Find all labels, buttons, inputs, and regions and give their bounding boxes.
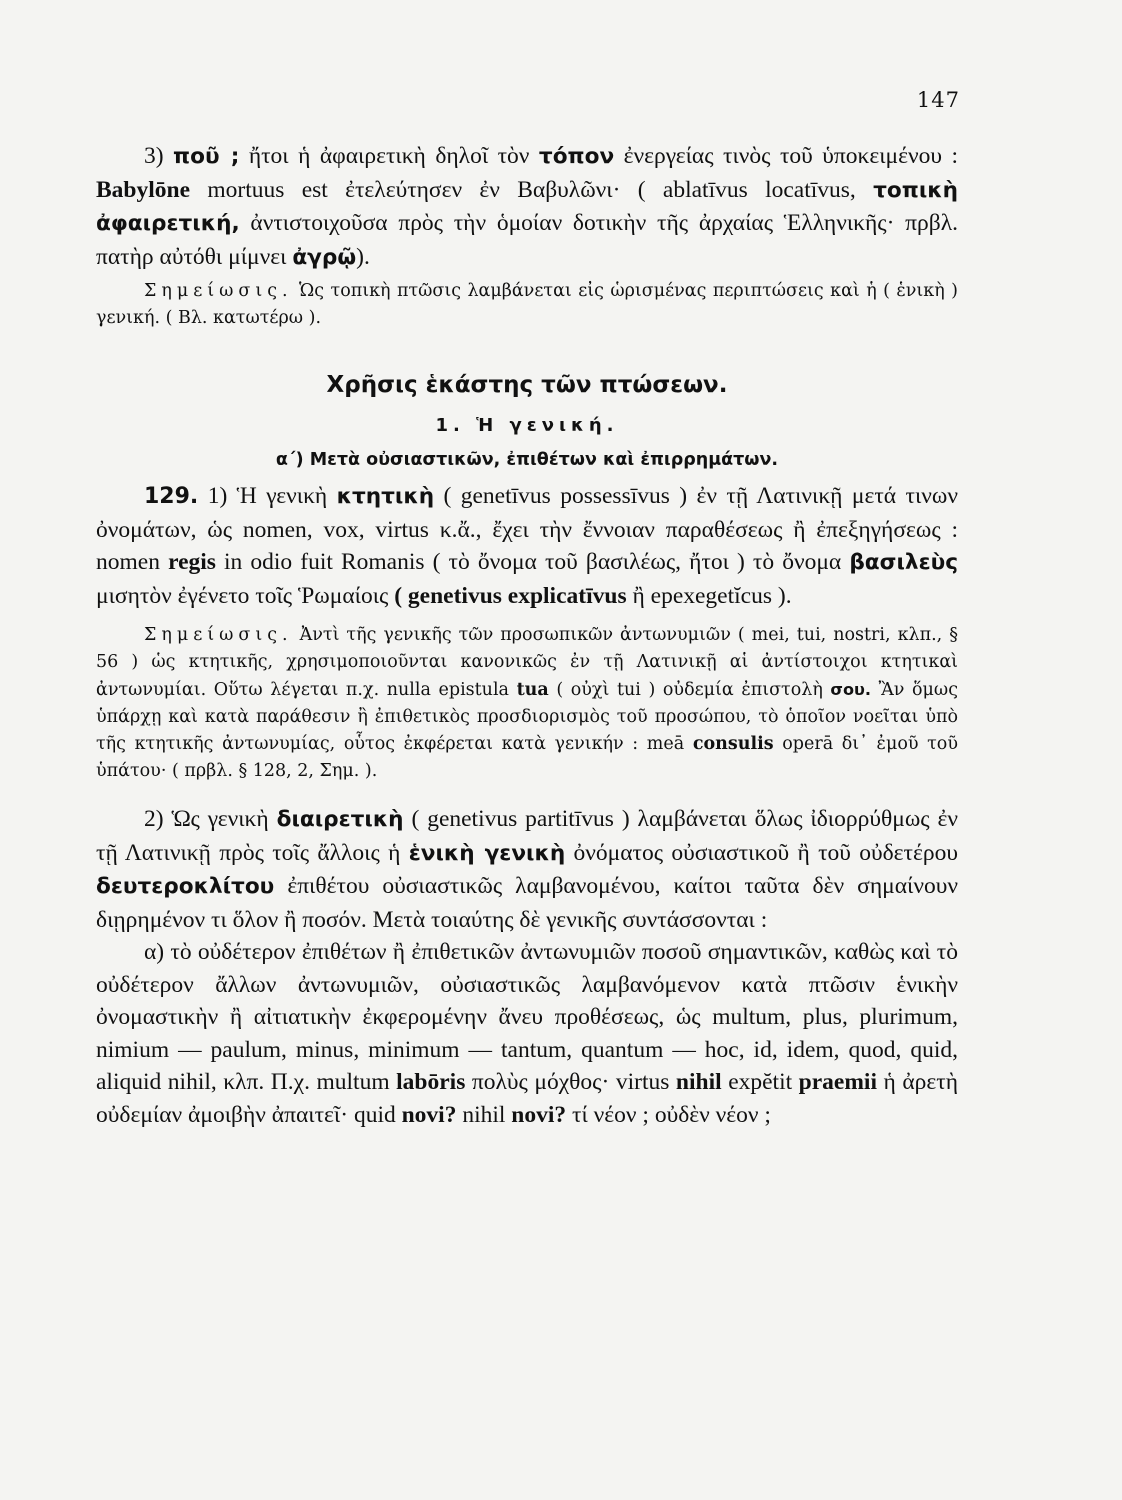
subsubsection-heading: α΄) Μετὰ οὐσιαστικῶν, ἐπιθέτων καὶ ἐπιρρημάτων.: [275, 450, 779, 470]
paragraph-129: 129. 1) Ἡ γενικὴ κτητικὴ ( genetīvus possessīvus ) ἐν τῇ Λατινικῇ μετά τινων ὀνομάτων, ὡς nomen, vox, virtus κ.ἄ., ἔχει τὴν ἔννοιαν παραθέσεως ἢ ἐπεξηγήσεως : nomen regis in odio fuit Romanis ( τὸ ὄνομα τοῦ βασιλέως, ἤτοι ) τὸ ὄνομα βασιλεὺς μισητὸν ἐγένετο τοῖς Ῥωμαίοις ( genetivus explicatīvus ἢ epexegetĭcus ).: [96, 483, 959, 609]
note-topiki: Σημείωσις. Ὡς τοπικὴ πτῶσις λαμβάνεται εἰς ὡρισμένας περιπτώσεις καὶ ἡ ( ἑνικὴ ) γενική. ( Βλ. κατωτέρω ).: [96, 281, 958, 328]
section-heading: Χρῆσις ἑκάστης τῶν πτώσεων.: [326, 372, 728, 398]
subsection-heading: 1. Ἡ γενική.: [435, 415, 619, 436]
paragraph-a: α) τὸ οὐδέτερον ἐπιθέτων ἢ ἐπιθετικῶν ἀντωνυμιῶν ποσοῦ σημαντικῶν, καθὼς καὶ τὸ οὐδέτερον ἄλλων ἀντωνυμιῶν, οὐσιαστικῶς λαμβανόμενον κατὰ πτῶσιν ἑνικὴν ὀνομαστικὴν ἢ αἰτιατικὴν ἐκφερομένην ἄνευ προθέσεως, ὡς multum, plus, plurimum, nimium — paulum, minus, minimum — tantum, quantum — hoc, id, idem, quod, quid, aliquid nihil, κλπ. Π.χ. multum labōris πολὺς μόχθος· virtus nihil expĕtit praemii ἡ ἀρετὴ οὐδεμίαν ἀμοιβὴν ἀπαιτεῖ· quid novi? nihil novi? τί νέον ; οὐδὲν νέον ;: [96, 939, 958, 1128]
paragraph-3: 3) ποῦ ; ἤτοι ἡ ἀφαιρετικὴ δηλοῖ τὸν τόπον ἐνεργείας τινὸς τοῦ ὑποκειμένου : Babylōne mortuus est ἐτελεύτησεν ἐν Βαβυλῶνι· ( ablatīvus locatīvus, τοπικὴ ἀφαιρετική, ἀντιστοιχοῦσα πρὸς τὴν ὁμοίαν δοτικὴν τῆς ἀρχαίας Ἑλληνικῆς· πρβλ. πατὴρ αὐτόθι μίμνει ἀγρῷ).: [96, 143, 958, 270]
paragraph-2-diairetiki: 2) Ὡς γενικὴ διαιρετικὴ ( genetivus partitīvus ) λαμβάνεται ὅλως ἰδιορρύθμως ἐν τῇ Λατινικῇ πρὸς τοῖς ἄλλοις ἡ ἑνικὴ γενικὴ ὀνόματος οὐσιαστικοῦ ἢ τοῦ οὐδετέρου δευτεροκλίτου ἐπιθέτου οὐσιαστικῶς λαμβανομένου, καίτοι ταῦτα δὲν σημαίνουν διῃρημένον τι ὅλον ἢ ποσόν. Μετὰ τοιαύτης δὲ γενικῆς συντάσσονται :: [96, 806, 958, 933]
note-ktitiki: Σημείωσις. Ἀντὶ τῆς γενικῆς τῶν προσωπικῶν ἀντωνυμιῶν ( mei, tui, nostri, κλπ., § 56 ) ὡς κτητικῆς, χρησιμοποιοῦνται κανονικῶς ἐν τῇ Λατινικῇ αἱ ἀντίστοιχοι κτητικαὶ ἀντωνυμίαι. Οὕτω λέγεται π.χ. nulla epistula tua ( οὐχὶ tui ) οὐδεμία ἐπιστολὴ σου. Ἂν ὅμως ὑπάρχῃ καὶ κατὰ παράθεσιν ἢ ἐπιθετικὸς προσδιορισμὸς τοῦ προσώπου, τὸ ὁποῖον νοεῖται ὑπὸ τῆς κτητικῆς ἀντωνυμίας, οὗτος ἐκφέρεται κατὰ γενικήν : meā consulis operā δι᾽ ἐμοῦ τοῦ ὑπάτου· ( πρβλ. § 128, 2, Σημ. ).: [96, 625, 958, 781]
page-number: 147: [916, 88, 960, 112]
page-content: [96, 140, 958, 1131]
